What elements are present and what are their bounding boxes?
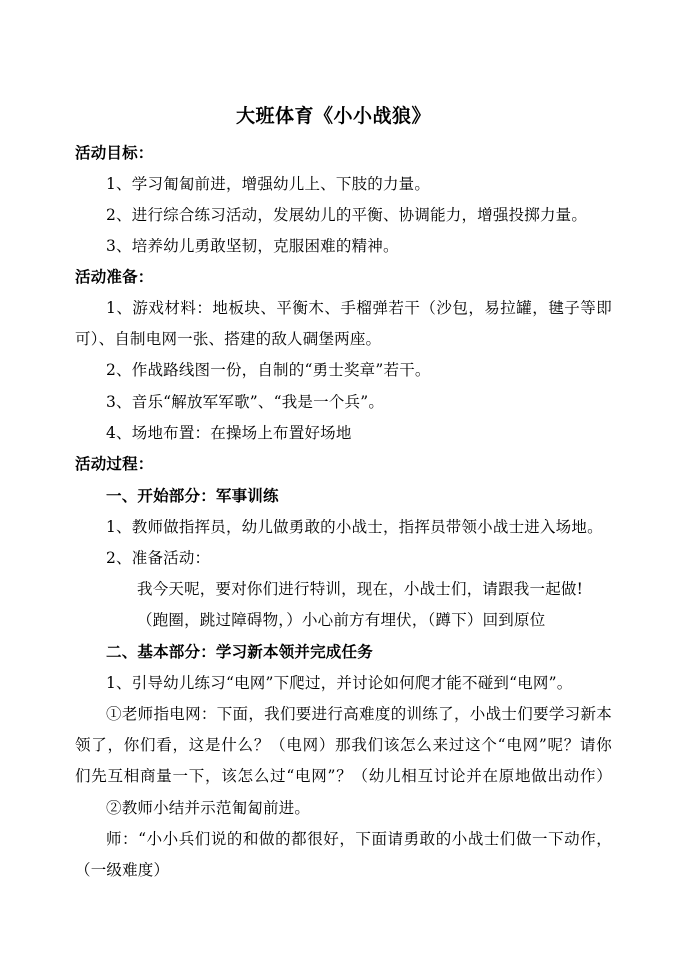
- part2-heading: 二、基本部分：学习新本领并完成任务: [106, 642, 373, 661]
- prep-item: 3、音乐“解放军军歌”、“我是一个兵”。: [106, 393, 385, 411]
- prep-item: 2、作战路线图一份，自制的“勇士奖章”若干。: [106, 361, 431, 379]
- part2-item: 1、引导幼儿练习“电网”下爬过，并讨论如何爬才能不碰到“电网”。: [106, 674, 573, 692]
- goal-item: 1、学习匍匐前进，增强幼儿上、下肢的力量。: [106, 175, 431, 193]
- goal-item: 2、进行综合练习活动，发展幼儿的平衡、协调能力，增强投掷力量。: [106, 206, 588, 224]
- part2-item-continuation: （一级难度）: [75, 861, 170, 879]
- part2-item: ②教师小结并示范匍匐前进。: [106, 799, 311, 817]
- process-heading: 活动过程：: [75, 454, 154, 473]
- part2-item-continuation: 领了，你们看，这是什么？（电网）那我们该怎么来过这个“电网”呢？请你: [75, 736, 612, 754]
- prep-item: 1、游戏材料：地板块、平衡木、手榴弹若干（沙包，易拉罐，毽子等即: [106, 299, 612, 317]
- part1-dialogue: （跑圈，跳过障碍物，）小心前方有埋伏，（蹲下）回到原位: [137, 611, 546, 629]
- prep-heading: 活动准备：: [75, 267, 154, 286]
- document-title: 大班体育《小小战狼》: [236, 105, 432, 127]
- goal-item: 3、培养幼儿勇敢坚韧，克服困难的精神。: [106, 237, 399, 255]
- part1-item: 2、准备活动：: [106, 549, 211, 567]
- part2-item: 师：“小小兵们说的和做的都很好，下面请勇敢的小战士们做一下动作，: [106, 830, 612, 848]
- prep-item: 4、场地布置：在操场上布置好场地: [106, 424, 352, 442]
- prep-item-continuation: 可）、自制电网一张、搭建的敌人碉堡两座。: [75, 330, 382, 348]
- part1-dialogue: 我今天呢，要对你们进行特训，现在，小战士们，请跟我一起做!: [137, 580, 584, 598]
- goals-heading: 活动目标：: [75, 143, 154, 162]
- part1-heading: 一、开始部分：军事训练: [106, 486, 279, 505]
- part1-item: 1、教师做指挥员，幼儿做勇敢的小战士，指挥员带领小战士进入场地。: [106, 518, 603, 536]
- part2-item: ①老师指电网：下面，我们要进行高难度的训练了，小战士们要学习新本: [106, 705, 612, 723]
- part2-item-continuation: 们先互相商量一下，该怎么过“电网”？（幼儿相互讨论并在原地做出动作）: [75, 767, 612, 785]
